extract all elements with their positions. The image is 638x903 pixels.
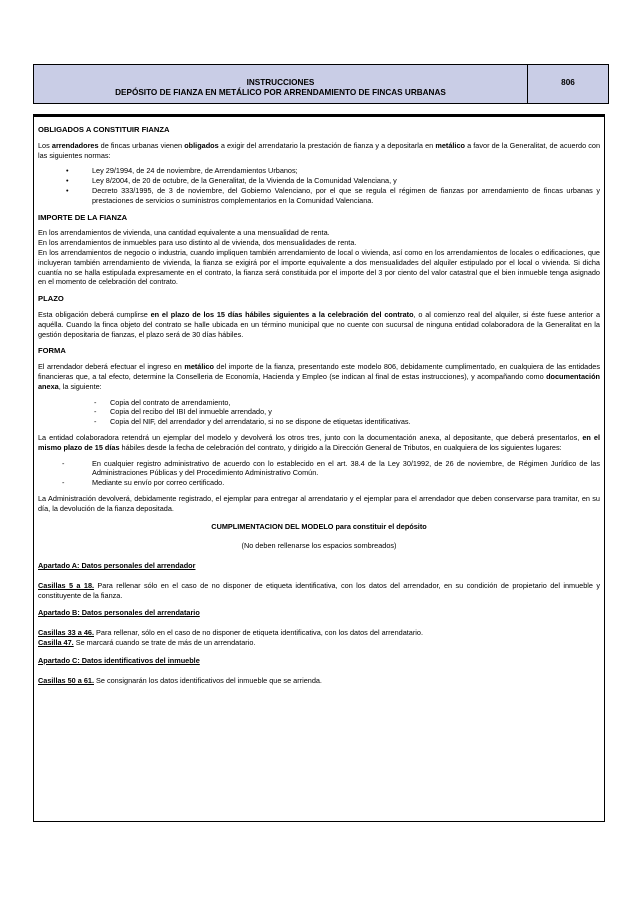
casillas-label: Casillas 33 a 46.	[38, 628, 94, 638]
apartado-c-title: Apartado C: Datos identificativos del inmueble	[38, 655, 200, 665]
text: de fincas urbanas vienen	[98, 140, 185, 150]
bold-text: metálico	[435, 140, 465, 150]
text: Se marcará cuando se trate de más de un arrendatario.	[73, 638, 256, 648]
text: Para rellenar sólo en el caso de no disponer de etiqueta identificativa, con los datos del arrendador, en su condición de propietario del inmueble y constituyente de la fianza.	[38, 580, 600, 600]
text: En los arrendamientos de vivienda, una cantidad equivalente a una mensualidad de renta.	[38, 228, 330, 238]
obligados-paragraph	[38, 141, 600, 161]
header-title-box	[34, 65, 528, 103]
cumplimentacion-title: CUMPLIMENTACION DEL MODELO para constituir el depósito	[211, 521, 427, 531]
forma-paragraph-1	[38, 362, 600, 391]
cumplimentacion-subtitle: (No deben rellenarse los espacios sombreados)	[241, 541, 397, 551]
list-item: - Copia del contrato de arrendamiento,	[38, 398, 600, 408]
list-item: • Ley 8/2004, de 20 de octubre, de la Generalitat, de la Vivienda de la Comunidad Valenciana, y	[38, 176, 600, 186]
bold-text: documentación anexa	[38, 371, 600, 391]
bold-text: metálico	[184, 362, 214, 372]
header-title: INSTRUCCIONES	[246, 78, 315, 87]
apartado-a-text	[38, 581, 600, 601]
section-title-obligados: OBLIGADOS A CONSTITUIR FIANZA	[38, 125, 170, 134]
annex-documents-list	[38, 398, 600, 427]
text: Los	[38, 140, 52, 150]
apartado-c-text	[38, 676, 600, 686]
list-item: - Mediante su envío por correo certificado.	[38, 478, 600, 488]
section-title-importe: IMPORTE DE LA FIANZA	[38, 212, 128, 222]
text: El arrendador deberá efectuar el ingreso en	[38, 362, 185, 372]
list-item: • Ley 29/1994, de 24 de noviembre, de Arrendamientos Urbanos;	[38, 166, 600, 176]
text: a favor de la Generalitat, de acuerdo con las siguientes normas:	[38, 140, 601, 160]
text: Se consignarán los datos identificativos del inmueble que se arrienda.	[94, 675, 322, 685]
text: Esta obligación deberá cumplirse	[38, 309, 151, 319]
importe-paragraph	[38, 228, 600, 287]
norms-list	[38, 166, 600, 205]
text: del importe de la fianza, presentando este modelo 806, debidamente cumplimentado, en cualquiera de las entidades financieras que, a tal efecto, determine la Conselleria de Economía, Hacienda y Empleo (se indican al final de estas instrucciones), y acompañando como	[38, 362, 600, 381]
casilla-label: Casilla 47.	[38, 638, 74, 648]
apartado-b-title: Apartado B: Datos personales del arrendatario	[38, 608, 200, 618]
plazo-paragraph	[38, 310, 600, 339]
text: , la siguiente:	[58, 381, 102, 391]
text: La entidad colaboradora retendrá un ejemplar del modelo y devolverá los otros tres, junto con la documentación anexa, al depositante, que deberá presentarlos,	[38, 432, 583, 442]
list-item: - Copia del recibo del IBI del inmueble arrendado, y	[38, 407, 600, 417]
header-subtitle: DEPÓSITO DE FIANZA EN METÁLICO POR ARRENDAMIENTO DE FINCAS URBANAS	[115, 88, 446, 97]
list-item: • Decreto 333/1995, de 3 de noviembre, del Gobierno Valenciano, por el que se regula el régimen de fianzas por arrendamiento de fincas urbanas y prestaciones de servicios o suministros complementarios en la Comunidad Valenciana.	[38, 186, 600, 206]
forma-paragraph-2	[38, 433, 600, 453]
model-code: 806	[561, 78, 575, 87]
bold-text: arrendadores	[51, 140, 99, 150]
section-title-plazo: PLAZO	[38, 294, 64, 304]
submission-places-list	[38, 459, 600, 488]
list-item: - Copia del NIF, del arrendador y del arrendatario, si no se dispone de etiquetas identificativas.	[38, 417, 600, 427]
bold-text: en el plazo de los 15 días hábiles siguientes a la celebración del contrato	[150, 309, 414, 319]
section-title-forma: FORMA	[38, 346, 66, 356]
bold-text: obligados	[184, 140, 219, 150]
text: , o al comienzo real del alquiler, si éste fuese anterior a aquélla. Cuando la finca objeto del contrato se halle ubicada en un término municipal que no cuente con sucursal de ninguna entidad colaboradora de la Generalitat en la gestión depositaria de fianzas, el plazo será de 30 días hábiles.	[38, 309, 601, 339]
form-header	[33, 64, 609, 104]
forma-paragraph-3: La Administración devolverá, debidamente registrado, el ejemplar para entregar al arrendatario y el ejemplar para el arrendador que deben conservarse para tramitar, en su día, la devolución de la fianza depositada.	[38, 493, 600, 513]
text: hábiles desde la fecha de celebración del contrato, y dirigido a la Dirección General de Tributos, en cualquiera de los siguientes lugares:	[119, 442, 562, 452]
apartado-a-title: Apartado A: Datos personales del arrendador	[38, 561, 196, 571]
text: a exigir del arrendatario la prestación de fianza y a depositarla en	[218, 140, 436, 150]
text: En los arrendamientos de inmuebles para uso distinto al de vivienda, dos mensualidades de renta.	[38, 238, 357, 248]
list-item: - En cualquier registro administrativo de acuerdo con lo establecido en el art. 38.4 de la Ley 30/1992, de 26 de noviembre, de Régimen Jurídico de las Administraciones Públicas y del Procedimiento Administrativo Común.	[38, 459, 600, 479]
instructions-body	[33, 114, 605, 822]
casillas-label: Casillas 5 a 18.	[38, 580, 95, 590]
casillas-label: Casillas 50 a 61.	[38, 675, 94, 685]
text: En los arrendamientos de negocio o industria, cuando impliquen también arrendamiento de local o vivienda, así como en los arrendamientos de locales o edificaciones, que incluyeran también arrendamiento de vivienda, la fianza se exigirá por el importe equivalente a dos mensualidades del alquiler estipulado por el local o vivienda. Si dicha cuantía no se halla estipulada expresamente en el contrato, la fianza será constituida por el importe del 3 por ciento del valor catastral que el bien inmueble tenga asignado en el momento de celebración del contrato.	[38, 247, 600, 287]
bold-text: en el mismo plazo de 15 días	[38, 432, 600, 452]
apartado-b-text	[38, 628, 600, 648]
text: Para rellenar, sólo en el caso de no disponer de etiqueta identificativa, con los datos del arrendatario.	[94, 628, 423, 638]
